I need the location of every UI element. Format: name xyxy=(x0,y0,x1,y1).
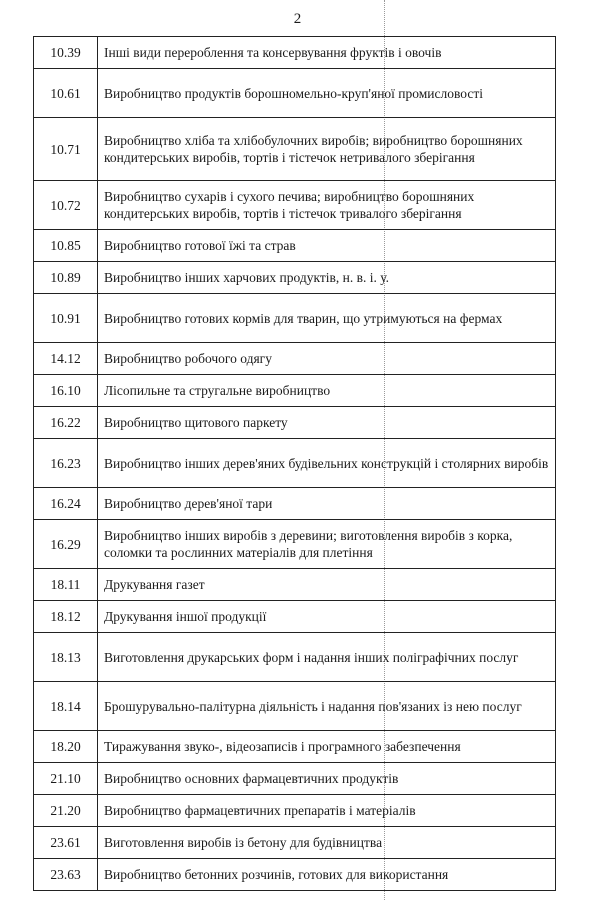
activity-name: Виробництво дерев'яної тари xyxy=(98,488,556,520)
activity-code: 14.12 xyxy=(34,343,98,375)
activity-code: 18.12 xyxy=(34,601,98,633)
activity-code: 16.10 xyxy=(34,375,98,407)
activity-code: 18.13 xyxy=(34,633,98,682)
activity-code: 10.61 xyxy=(34,69,98,118)
activity-code: 16.29 xyxy=(34,520,98,569)
activity-name: Виготовлення друкарських форм і надання інших поліграфічних послуг xyxy=(98,633,556,682)
activity-code: 18.14 xyxy=(34,682,98,731)
activity-code: 18.20 xyxy=(34,731,98,763)
activity-code: 10.71 xyxy=(34,118,98,181)
table-row xyxy=(34,37,556,69)
activity-code: 10.39 xyxy=(34,37,98,69)
activity-code: 23.63 xyxy=(34,859,98,891)
activity-code: 10.72 xyxy=(34,181,98,230)
table-row xyxy=(34,439,556,488)
activity-name: Інші види перероблення та консервування фруктів і овочів xyxy=(98,37,556,69)
table-row xyxy=(34,731,556,763)
table-row xyxy=(34,294,556,343)
table-row xyxy=(34,69,556,118)
activity-code: 10.85 xyxy=(34,230,98,262)
table-row xyxy=(34,827,556,859)
table-row xyxy=(34,230,556,262)
activity-name: Виробництво сухарів і сухого печива; виробництво борошняних кондитерських виробів, тортів і тістечок тривалого зберігання xyxy=(98,181,556,230)
table-row xyxy=(34,343,556,375)
table-row xyxy=(34,682,556,731)
activity-name: Виробництво інших дерев'яних будівельних конструкцій і столярних виробів xyxy=(98,439,556,488)
activity-name: Виробництво хліба та хлібобулочних виробів; виробництво борошняних кондитерських виробів, тортів і тістечок нетривалого зберігання xyxy=(98,118,556,181)
activity-code: 23.61 xyxy=(34,827,98,859)
activity-name: Брошурувально-палітурна діяльність і надання пов'язаних із нею послуг xyxy=(98,682,556,731)
activity-code: 16.23 xyxy=(34,439,98,488)
table-row xyxy=(34,633,556,682)
table-row xyxy=(34,262,556,294)
table-row xyxy=(34,795,556,827)
activity-name: Виробництво готової їжі та страв xyxy=(98,230,556,262)
table-row xyxy=(34,407,556,439)
table-row xyxy=(34,520,556,569)
activity-name: Виробництво основних фармацевтичних продуктів xyxy=(98,763,556,795)
activity-codes-table xyxy=(33,36,556,891)
activity-code: 10.89 xyxy=(34,262,98,294)
activity-name: Виготовлення виробів із бетону для будівництва xyxy=(98,827,556,859)
activity-name: Виробництво готових кормів для тварин, що утримуються на фермах xyxy=(98,294,556,343)
activity-name: Друкування іншої продукції xyxy=(98,601,556,633)
table-row xyxy=(34,859,556,891)
activity-name: Виробництво робочого одягу xyxy=(98,343,556,375)
activity-name: Тиражування звуко-, відеозаписів і програмного забезпечення xyxy=(98,731,556,763)
table-row xyxy=(34,181,556,230)
table-row xyxy=(34,601,556,633)
activity-code: 21.10 xyxy=(34,763,98,795)
activity-name: Виробництво фармацевтичних препаратів і матеріалів xyxy=(98,795,556,827)
activity-code: 21.20 xyxy=(34,795,98,827)
activity-name: Друкування газет xyxy=(98,569,556,601)
activity-name: Виробництво продуктів борошномельно-круп'яної промисловості xyxy=(98,69,556,118)
activity-code: 18.11 xyxy=(34,569,98,601)
activity-name: Лісопильне та стругальне виробництво xyxy=(98,375,556,407)
table-row xyxy=(34,118,556,181)
activity-code: 16.22 xyxy=(34,407,98,439)
table-row xyxy=(34,488,556,520)
table-row xyxy=(34,763,556,795)
page-number: 2 xyxy=(293,11,302,27)
activity-code: 16.24 xyxy=(34,488,98,520)
activity-name: Виробництво бетонних розчинів, готових для використання xyxy=(98,859,556,891)
table-row xyxy=(34,569,556,601)
activity-name: Виробництво інших харчових продуктів, н. в. і. у. xyxy=(98,262,556,294)
activity-code: 10.91 xyxy=(34,294,98,343)
activity-name: Виробництво інших виробів з деревини; виготовлення виробів з корка, соломки та рослинних матеріалів для плетіння xyxy=(98,520,556,569)
activity-name: Виробництво щитового паркету xyxy=(98,407,556,439)
table-row xyxy=(34,375,556,407)
